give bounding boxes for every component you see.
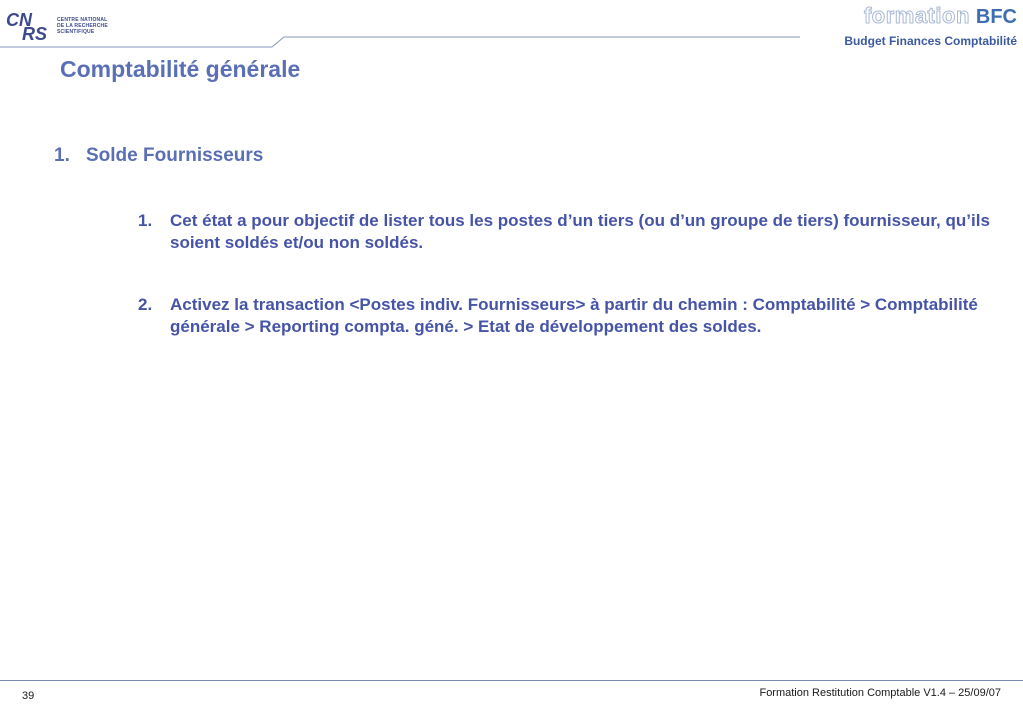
list-item-number: 2. xyxy=(138,295,153,314)
svg-text:CN: CN xyxy=(6,10,32,30)
page-number: 39 xyxy=(22,690,35,702)
cnrs-logo-icon xyxy=(4,6,56,42)
section-number: 1. xyxy=(54,145,70,166)
list-item-text: Activez la transaction <Postes indiv. Fournisseurs> à partir du chemin : Comptabilité > Comptabilité générale > Reporting compta. géné. > Etat de développement des soldes. xyxy=(170,295,978,336)
section-heading xyxy=(54,145,263,167)
section-heading-text: Solde Fournisseurs xyxy=(86,145,264,166)
brand-bfc-text: BFC xyxy=(975,6,1017,28)
list-item-text: Cet état a pour objectif de lister tous les postes d’un tiers (ou d’un groupe de tiers) fournisseur, qu’ils soient soldés et/ou non soldés. xyxy=(170,211,990,252)
footer-rule xyxy=(0,680,1023,681)
brand-formation-text: formation xyxy=(863,3,970,28)
page-title: Comptabilité générale xyxy=(60,56,301,82)
cnrs-org-name: CENTRE NATIONAL DE LA RECHERCHE SCIENTIFIQUE xyxy=(57,17,108,35)
formation-bfc-logo xyxy=(844,3,1017,48)
svg-text:RS: RS xyxy=(22,24,48,42)
footer-caption: Formation Restitution Comptable V1.4 – 25/09/07 xyxy=(759,687,1001,699)
brand-subtitle: Budget Finances Comptabilité xyxy=(844,34,1017,48)
list-item-number: 1. xyxy=(138,211,153,230)
slide-header xyxy=(0,0,1023,60)
